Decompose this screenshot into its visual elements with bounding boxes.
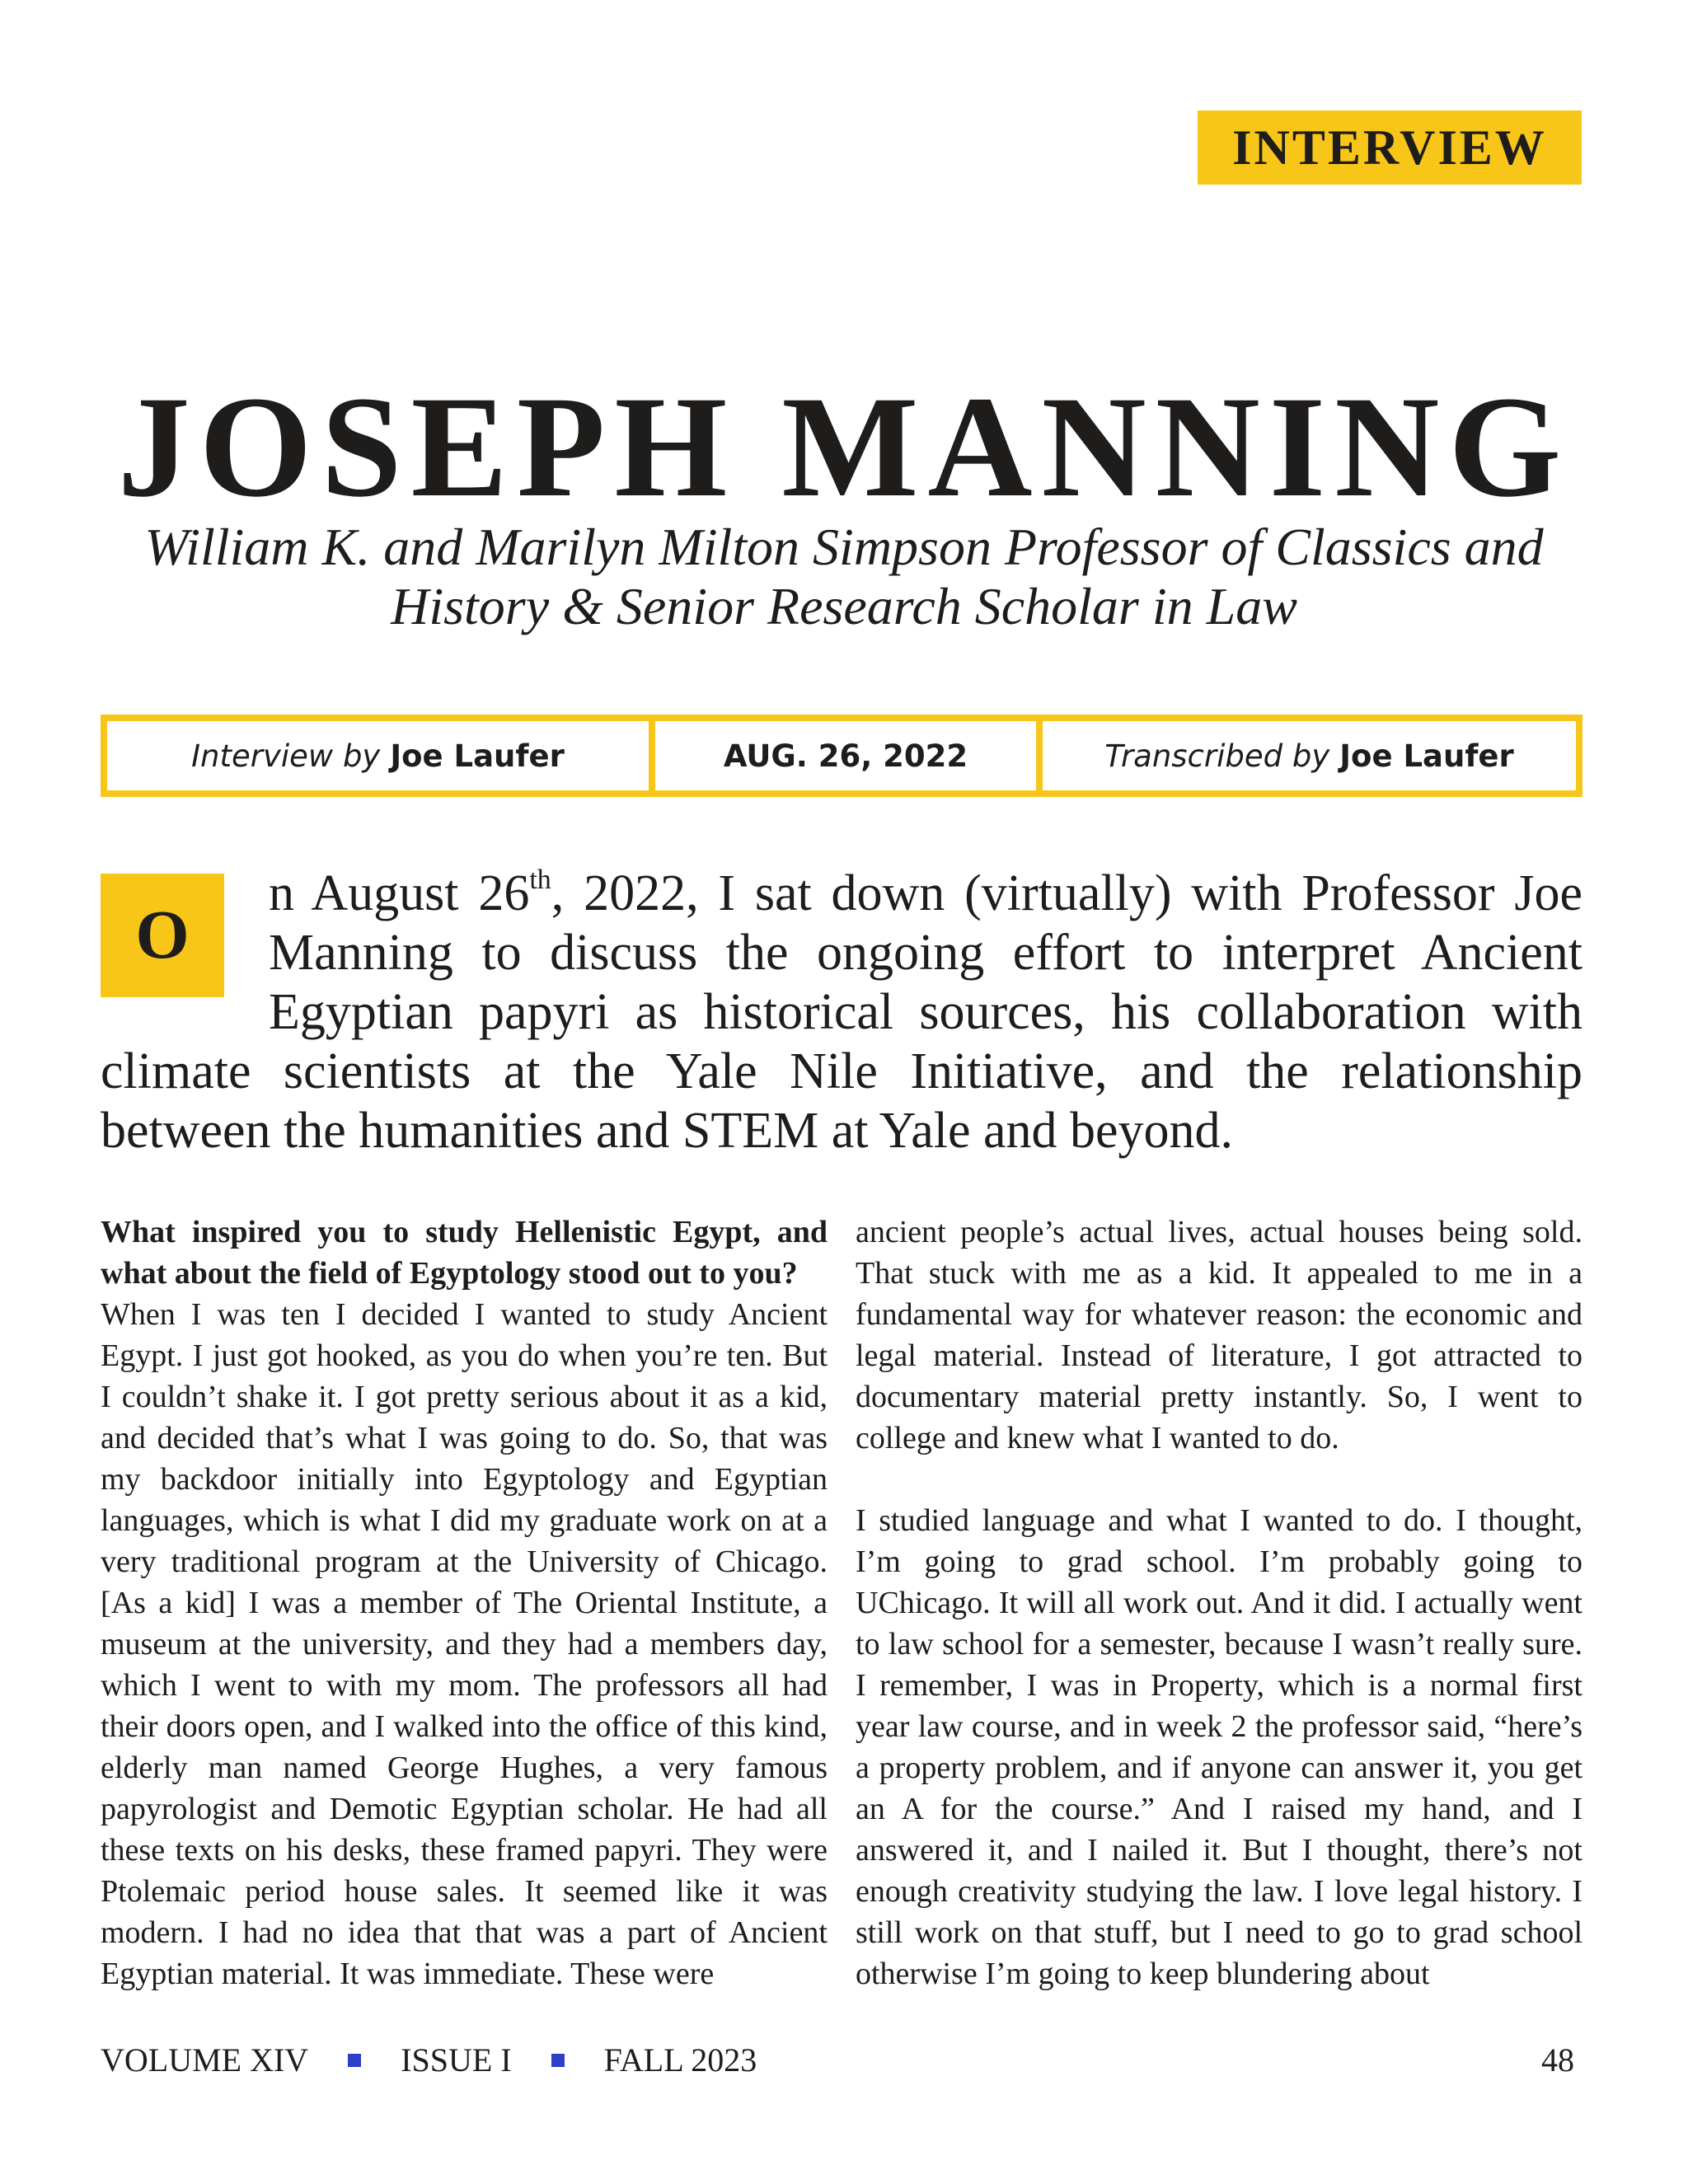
footer-season: FALL 2023 [603,2041,757,2079]
answer-1-right-p2: I studied language and what I wanted to do. I thought, I’m going to grad school. I’m probably going to UChicago. It will all work out. And it did. I actually went to law school for a semester, because I wasn’t really sure. I remember, I was in Property, which is a normal first year law course, and in week 2 the professor said, “here’s a property problem, and if anyone can answer it, you get an A for the course.” And I raised my hand, and I answered it, and I nailed it. But I thought, there’s not enough creativity studying the law. I love legal history. I still work on that stuff, but I need to go to grad school otherwise I’m going to keep blundering about [856,1503,1582,1991]
column-left [101,1212,828,1994]
answer-1-right: ancient people’s actual lives, actual houses being sold. That stuck with me as a kid. It appealed to me in a fundamental way for whatever reason: the economic and legal material. Instead of literature, I got attracted to documentary material pretty instantly. So, I went to college and knew what I wanted to do. [856,1215,1582,1455]
square-bullet-icon [551,2054,565,2067]
page-footer [101,2041,1582,2090]
square-bullet-icon [348,2054,361,2067]
subtitle-line-2: History & Senior Research Scholar in Law [391,577,1297,635]
byline-box [101,715,1582,797]
transcriber-cell [1036,721,1576,790]
section-tag: INTERVIEW [1198,110,1582,185]
question-1: What inspired you to study Hellenistic Egypt, and what about the field of Egyptology stood out to you? [101,1215,828,1291]
article-subtitle [124,518,1564,636]
paragraph-gap [856,1459,1582,1500]
interview-date: AUG. 26, 2022 [649,721,1036,790]
transcriber-name: Joe Laufer [1339,738,1514,774]
page-number: 48 [1541,2041,1574,2079]
subtitle-line-1: William K. and Marilyn Milton Simpson Professor of Classics and [144,518,1544,576]
footer-issue: ISSUE I [401,2041,512,2079]
intro-text-start: n August 26 [269,865,530,921]
drop-cap: O [101,874,224,997]
answer-1-left: When I was ten I decided I wanted to study Ancient Egypt. I just got hooked, as you do when you’re ten. But I couldn’t shake it. I got pretty serious about it as a kid, and decided that’s what I was going to do. So, that was my backdoor initially into Egyptology and Egyptian languages, which is what I did my graduate work on at a very traditional program at the University of Chicago. [As a kid] I was a member of The Oriental Institute, a museum at the university, and they had a members day, which I went to with my mom. The professors all had their doors open, and I walked into the office of this kind, elderly man named George Hughes, a very famous papyrologist and Demotic Egyptian scholar. He had all these texts on his desks, these framed papyri. They were Ptolemaic period house sales. It seemed like it was modern. I had no idea that that was a part of Ancient Egyptian material. It was immediate. These were [101,1297,828,1991]
article-title: JOSEPH MANNING [117,367,1571,527]
interviewer-cell [107,721,649,790]
transcribed-by-label: Transcribed by [1104,738,1330,774]
interview-by-label: Interview by [191,738,381,774]
intro-paragraph [101,864,1582,1160]
footer-volume: VOLUME XIV [101,2041,309,2079]
interviewer-name: Joe Laufer [390,738,565,774]
ordinal-suffix: th [529,865,551,895]
footer-issue-info [101,2041,757,2079]
column-right [856,1212,1582,1994]
intro-text-rest: , 2022, I sat down (virtually) with Professor Joe Manning to discuss the ongoing effort to interpret Ancient Egyptian papyri as historical sources, his collaboration with climate scientists at the Yale Nile Initiative, and the relationship between the humanities and STEM at Yale and beyond. [101,865,1582,1159]
